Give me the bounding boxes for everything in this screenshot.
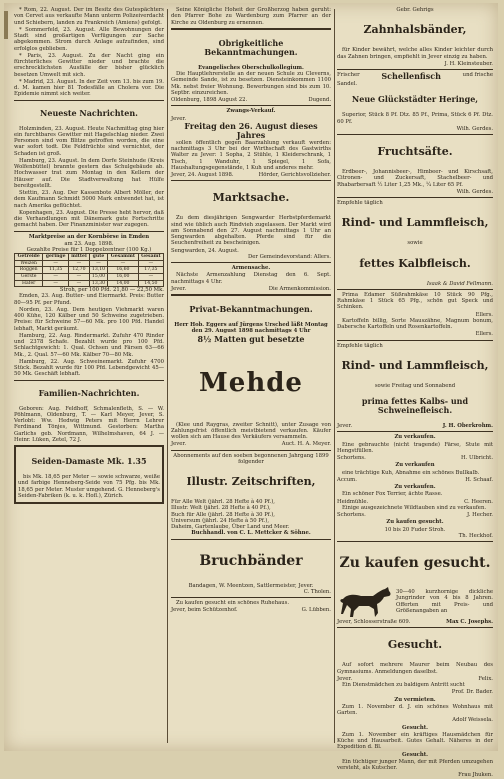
news-item: Holzminden, 23. August. Heute Nachmittag ging hier ein furchtbares Gewitter mit Hagelschlag nieder. Zwei Personen sind vom Blitze getroffen worden, die eine war sofort todt. Die Feldfrüchte sind vernichtet, der Schaden ist groß. [14,125,164,157]
section-title-family: Familien-Nachrichten. [38,387,140,398]
table-cell: 16,60 [108,267,139,274]
magazine-intro: Abonnements auf den soeben begonnenen Jahrgang 1899 folgender [173,452,329,465]
forced-sale-sign: Jever, 24. August 1898. [171,172,234,178]
sale3-name: C. Heeren. [464,498,493,505]
divider [337,627,493,628]
table-cell: Hafer [15,280,43,287]
sale4-text: Einige ausgezeichnete Wildtauben sind zu verkaufen. [342,504,487,511]
buy-sign: Jever, Schlosserstraße 609. [337,619,411,625]
divider [171,597,331,598]
table-cell: — [43,260,69,267]
table-cell: 13,30 [89,280,107,287]
rent-text: Zum 1. November d. J. ein schönes Wohnhaus mit Garten. [337,703,493,716]
sale2-name: H. Schaaf. [465,476,493,483]
horse-ad [337,585,493,619]
sale4-name: J. Hecher. [467,512,493,518]
market-matter-sign: Sengwarden, 24. August. [171,247,239,254]
magazine-item: Daheim, Gartenlaube, Über Land und Meer. [171,524,290,530]
table-cell: — [138,274,163,281]
section-title-news: Neueste Nachrichten. [40,107,138,118]
sale2-text: eine trächtige Kuh, Abnahme ein schönes Bullkalb. [342,469,480,476]
divider [171,105,331,106]
table-row [15,260,164,267]
column-middle [171,7,331,745]
wanted-name: G. Lübben. [301,607,331,614]
wanted-masons-name: Felix. [478,675,493,682]
magazine-item: Universum (jährl. 24 Hefte à 50 Pf.), [171,517,270,524]
page-edge-marker [4,11,8,39]
table-row [15,267,164,274]
table-cell: 13,10 [89,267,107,274]
maid-name: Prof. Dr. Bader. [451,689,493,696]
teething-text: für Kinder bewährt, welche alles Kinder leichter durch das Zahnen bringen, empfiehlt in Jever einzig zu haben. [337,47,493,60]
table-cell: — [108,260,139,267]
table-cell: Weizen [15,260,43,267]
mehde-name: Auct. H. A. Meyer. [281,441,331,448]
juice-name: Wilh. Gerdes. [456,188,493,195]
fish-sub: Sandel. [337,81,358,87]
sale5-title: Zu kaufen gesucht. [386,519,444,526]
meat2-pre: Empfehle täglich [337,342,383,349]
wanted-masons-text: Auf sofort mehrere Maurer beim Neubau des Gymnasiums. Anmeldungen daselbst. [337,662,493,675]
table-header: mittel [69,254,90,261]
magazine-item: Buch für Alle (jährl. 28 Hefte à 30 Pf.), [171,511,275,518]
table-header: Getreide [15,254,43,261]
signature-line [337,619,493,625]
magazine-item: Illustr. Welt (jährl. 28 Hefte à 40 Pf.), [171,505,271,512]
divider [337,197,493,198]
rent-name: Adolf Weissela. [452,717,493,724]
market-title: Marktpreise an der Kornbörse in Emden [28,233,150,240]
veal-headline: fettes Kalbfleisch. [359,256,471,270]
sale1-name: H. Ulbricht. [461,455,493,461]
herring-headline: Neue Glückstädter Heringe, [351,94,479,105]
cheese-text: Prima Edamer Süßrahmkäse 10 Stück 90 Pfg., Rahmkäse 1 Stück 65 Pfg., schön gut Speck und Schinken. [337,291,493,311]
fish-headline: Schellenfisch [381,71,441,81]
divider [337,431,493,432]
poor-relief-text: Nächste Armenzahlung Dienstag den 6. Sept. nachmittags 4 Uhr. [171,272,331,285]
table-cell: — [138,260,163,267]
section-title-official: Obrigkeitliche Bekanntmachungen. [204,37,298,57]
forced-sale-city: Jever. [171,115,187,122]
table-cell: Roggen [15,267,43,274]
market-matter-org: Der Gemeindevorstand: Allers. [247,253,331,260]
mehde-pre: 8½ Matten gut besetzte [197,333,305,344]
poor-relief-sign: Jever. [171,285,187,292]
sale3-sign: Heidmühle. [337,498,369,505]
official-name: Dugend. [308,97,331,103]
sale2-title: Zu verkaufen [395,462,435,469]
table-header: Gesamt [138,254,163,261]
wanted2-text: Zum 1. November ein kräftiges Hausmädchen für Küche und Hausarbeit. Gutes Gehalt. Näheres in der Expedition d. Bl. [337,731,493,751]
magazine-item: Für Alle Welt (jährl. 28 Hefte à 40 Pf.), [171,499,275,505]
newspaper-page [4,3,498,779]
news-item: Stettin, 23. Aug. Der Kassenbote Albert Möller, der dem Kaufmann Schmidt 5000 Mark entwendet hat, ist nach Amerika geflüchtet. [14,190,164,209]
cheese-name: Ellers. [475,311,493,318]
meat2-headline: Rind- und Lammfleisch, [341,358,489,372]
table-cell: 15,00 [89,274,107,281]
table-cell: 11,35 [43,267,69,274]
news-item: * Madrid, 23. August. In der Zeit vom 13. bis zum 19. d. M. kamen hier 81 Todesfälle an Cholera vor. Die Epidemie nimmt sich weiter. [14,78,164,98]
meat-name: Isaak & David Fellmann. [426,280,493,287]
wanted-text: Zu kaufen gesucht ein schönes Ruhehaus. [176,600,290,606]
market-footnote: Stroh, per 100 Pfd. 21,80 — 22,50 Mk. [59,287,164,294]
market-report: Hamburg, 22. Aug. Schweinemarkt. Zufuhr 4700 Stück. Bezahlt wurde für 100 Pfd. Lebendgewicht 45—50 Mk. Geschäft lebhaft. [14,358,164,378]
divider [337,134,493,135]
buy-headline: Zu kaufen gesucht. [339,555,491,571]
family-notices: Geboren: Aug. Feldhoff, Schmalenfleth, S. — W. Pöhlmann, Oldenburg, T. — Karl Meyer, Jever, S. Verlobt: Ww. Hedwig Peters mit Herrn Lehrer Ferdinand Tönjes, Wittmund. Gestorben: Martha Garlichs geb. Nordmann, Wilhelmshaven, 64 J. — Heinr. Lüken, Zetel, 72 J. [14,405,164,443]
meat2-sign: Jever. [337,423,353,429]
divider [14,231,164,232]
poor-relief-name: Die Armenkommission. [268,285,331,292]
table-header: Gesammt [108,254,139,261]
wanted3-name: Frau Jhuken. [458,772,493,779]
potato-text: Kartoffeln billig, Sorte Mauszähne, Magnum bonum, Dabersche Kartoffeln und Rosenkartoffeln. [337,317,493,330]
wanted-masons-sign: Jever. [337,675,353,682]
wanted3-text: Ein tüchtiger junger Mann, der mit Pferden umzugehen versteht, als Kutscher. [337,758,493,771]
potato-name: Ellers. [475,331,493,338]
signature-line [171,441,331,447]
magazine-title: Illustr. Zeitschriften, [186,475,316,488]
divider [171,450,331,451]
section-title-private: Privat-Bekanntmachungen. [189,304,313,314]
divider [171,262,331,263]
wanted-headline: Gesucht. [387,638,443,652]
sale2-sign: Accum. [337,476,357,483]
royal-notice: Seine Königliche Hoheit der Großherzog haben geruht: den Pfarrer Bohe zu Wardenburg zum Pfarrer an der Kirche zu Oldenburg zu ernennen. [171,7,331,26]
horse-icon [337,585,393,619]
juice-headline: Fruchtsäfte. [377,145,453,158]
meat2-prime: prima fettes Kalbs- und Schweinefleisch. [361,396,469,415]
brand-text: Bandagen, W. Meentzen, Sattlermeister, Jever. [188,582,314,589]
silk-ad [14,445,164,504]
table-cell: 12,70 [69,267,90,274]
juice-text: Erdbeer-, Johannisbeer-, Himbeer- und Kirschsaft, Citronen- und Zuckersaft, Stachelbeer- und Rhabarbersaft ½ Liter 1,25 Mk., ¼ Liter 65 Pf. [337,169,493,188]
mehde-text: (Klee und Raygras, zweiter Schnitt), unter Zusage von Zahlungsfrist öffentlich meistbietend verkaufen. Käufer wollen sich am Hause des Verkäufers versammeln. [171,421,331,440]
table-cell: Gerste [15,274,43,281]
herring-text: Superior, Stück 8 Pf. Dtz. 85 Pf., Prima, Stück 6 Pf. Dtz. 60 Pf. [337,112,493,125]
forced-sale-date: Freitag den 26. August dieses Jahres [184,120,318,140]
official-subtitle: Evangelisches Oberschulkollegium. [198,64,304,71]
market-matter-title: Marktsache. [212,191,290,205]
table-cell: 17,35 [138,267,163,274]
divider [337,340,493,341]
sale3-text: Ein schöner Fox Terrier, ächte Rasse. [342,491,443,498]
meat-pre: Empfehle täglich [337,200,383,206]
divider [14,380,164,381]
table-header: gute [89,254,107,261]
wanted3-title: Gesucht. [401,751,429,758]
meat2-mid: sowie Freitag und Sonnabend [374,382,456,389]
herring-name: Wilh. Gerdes. [456,125,493,132]
sale1-title: Zu verkaufen. [394,434,436,441]
teething-headline: Zahnhalsbänder, [363,23,467,37]
divider [337,69,493,70]
divider [171,539,331,540]
news-item: * Sommerfeld, 23. August. Alle Bewohnungen der Stadt sind großartigen Verfügungen zur Sache abgekommen. Strom durch Anlage aufzufinden, sind erfolglos geblieben. [14,26,164,52]
divider [14,100,164,101]
fish-ad-line [337,72,493,81]
meat-headline: Rind- und Lammfleisch, [341,216,489,230]
signature-line [171,286,331,292]
signature-line [337,423,493,429]
meat2-name: J. H. Oberkrohm. [442,423,493,429]
market-date: am 23. Aug. 1898. [64,240,114,247]
market-report: Norden, 23. Aug. Dem heutigen Viehmarkt waren 400 Kühe, 120 Kälber und 50 Schweine zugetrieben. Preise: für Schweine 57—60 Mk. pro 100 Pfd. Handel lebhaft, Markt geräumt. [14,306,164,332]
forced-sale-title: Zwangs-Verkauf. [226,108,276,115]
mehde-headline: Mehde [199,367,303,398]
silk-ad-title: Seiden-Damaste Mk. 1.35 [31,456,147,467]
signature-line [337,477,493,483]
grain-price-table [14,253,164,287]
market-report: Emden, 23. Aug. Butter- und Eiermarkt. Preis: Butter 80—95 Pf. per Pfund. [14,293,164,306]
column-rule [334,9,335,743]
buy-text: 30—40 kurzhornige dickliche Jungrinder von 4 bis 8 Jahren. Offerten mit Preis- und Größenangaben an [396,589,493,614]
forced-sale-text: sollen öffentlich gegen Baarzahlung verkauft werden: nachmittags 3 Uhr bei der Wirthschaft des Gastwirths Walter zu Jever: 1 Sopha, 2 Stühle, 1 Kleiderschrank, 1 Tisch, 1 Wanduhr, 1 Spiegel, 1 Sofa, Haushaltungsgegenstände, 1 Kuh und anderes mehr. [171,139,331,171]
brand-headline: Bruchbänder [199,552,303,569]
forced-sale-name: Hörder, Gerichtsvollzieher. [258,172,331,178]
table-cell: — [43,274,69,281]
official-text: Die Hauptlehrerstelle an der neuen Schule zu Cleverns, Gemeinde Sande, ist zu besetzen. Diensteinkommen 1100 Mk. nebst freier Wohnung. Bewerbungen sind bis zum 10. Septbr. einzureichen. [171,71,331,96]
poor-relief-title: Armensache. [231,265,271,271]
signature-line [337,455,493,461]
market-report: Hamburg, 22. Aug. Rindermarkt. Zufuhr 470 Rinder und 2378 Schafe. Bezahlt wurde pro 100 Pfd. Schlachtgewicht: 1. Qual. Ochsen und Färsen 63—66 Mk., 2. Qual. 57—60 Mk. Kälber 70—80 Mk. [14,332,164,358]
table-row [15,280,164,287]
column-rule [167,9,168,743]
divider [171,180,331,181]
table-cell: 14,50 [138,280,163,287]
news-item: Hamburg, 23. August. In dem Dorfe Steinhude (Kreis Wolfenbüttel) brannte gestern das Schulgebäude ab. Hochwasser trat zum Montag in den Kellern der Häuser auf. Die Stadtverwaltung hat Hülfe bereitgestellt. [14,157,164,189]
maid-text: Ein Dienstmädchen zu baldigem Antritt sucht [342,682,465,688]
sale4-sign: Schortens. [337,512,366,518]
signature-line [171,607,331,613]
sale5-name: Th. Heckhof. [458,532,493,539]
table-cell: — [69,274,90,281]
mehde-sign: Jever. [171,441,187,448]
table-cell: 14,00 [108,280,139,287]
wanted-sign: Jever, beim Schützenhof. [171,607,238,614]
column-right [337,7,493,779]
official-sign: Oldenburg, 1898 August 22. [171,97,248,103]
brothers-name: Gebr. Gehrigs [396,7,434,13]
news-item: * Rom, 22. August. Der im Besitz des Gutespächters von Cervet aus verkaufte Mann unterm Polizeiverdacht und Schiebern, landen zu Frankreich (Amiens) gefolgt. [14,7,164,26]
sale1-sign: Schortens. [337,455,366,461]
table-header-row [15,254,164,261]
fish-post: und frische [462,72,493,78]
signature-line [171,97,331,103]
silk-ad-text: bis Mk. 18,65 per Meter — sowie schwarze, weiße und farbige Henneberg-Seide von 75 Pfg. bis Mk. 18,65 per Meter. Muster umgehend. G. Henneberg's Seiden-Fabriken (k. u. k. Hofl.), Zürich. [18,474,160,499]
table-row [15,274,164,281]
table-cell: — [89,260,107,267]
divider [337,541,493,542]
news-item: Kopenhagen, 23. August. Die Presse hebt hervor, daß die Verhandlungen mit Dänemark gute Fortschritte gemacht haben. Der Finanzminister war zugegen. [14,209,164,229]
magazine-shop: Buchhandl. von C. L. Mettcker & Söhne. [191,530,311,537]
table-cell: — [69,280,90,287]
signature-line [171,172,331,178]
sale1-text: Eine gebrauchte (nicht tragende) Färse, Stute mit Hengstfüllen. [337,441,493,454]
buy-name: Max C. Josephs. [446,619,493,625]
market-subtitle: Gezahlte Preise für 1 Doppelzentner (100 Kg.) [26,247,152,253]
table-header: geringe [43,254,69,261]
table-cell: 16,00 [108,274,139,281]
market-matter-text: Zu dem diesjährigen Sengwarder Herbstpferdemarkt sind wie üblich auch Rindvieh zugelassen. Der Markt wird am Sonnabend den 27. August nachmittags 1 Uhr an Sengwarden abgehalten. Pferde sind für die Seuchenfreiheit zu bescheinigen. [171,215,331,247]
divider [337,289,493,290]
signature-line [337,512,493,518]
divider [171,28,331,31]
sale5-text: 10 bis 20 Fuder Stroh. [384,526,446,533]
meat-mid: sowie [407,240,423,247]
divider [171,294,331,297]
fish-pre: Frischer [337,72,360,78]
column-left [14,7,164,745]
news-item: * Paris, 23. August. Zu der Nacht ging ein fürchterliches Gewitter nieder und brachte die erschrecklichsten Ausfälle der bisher glücklich besetzen Umwelt mit sich. [14,52,164,78]
table-cell: — [43,280,69,287]
teething-name: J. H. Kleinsteuber. [444,60,493,67]
wanted2-title: Gesucht. [401,724,429,731]
private-text: Herr Hob. Eggers auf Jürgens Ursched läßt Montag den 29. August 1898 nachmittags 4 Uhr [174,322,328,335]
brand-name: C. Tholen. [303,588,331,595]
table-cell: — [69,260,90,267]
rent-title: Zu vermieten. [394,696,436,703]
sale3-title: Zu verkaufen. [394,484,436,490]
